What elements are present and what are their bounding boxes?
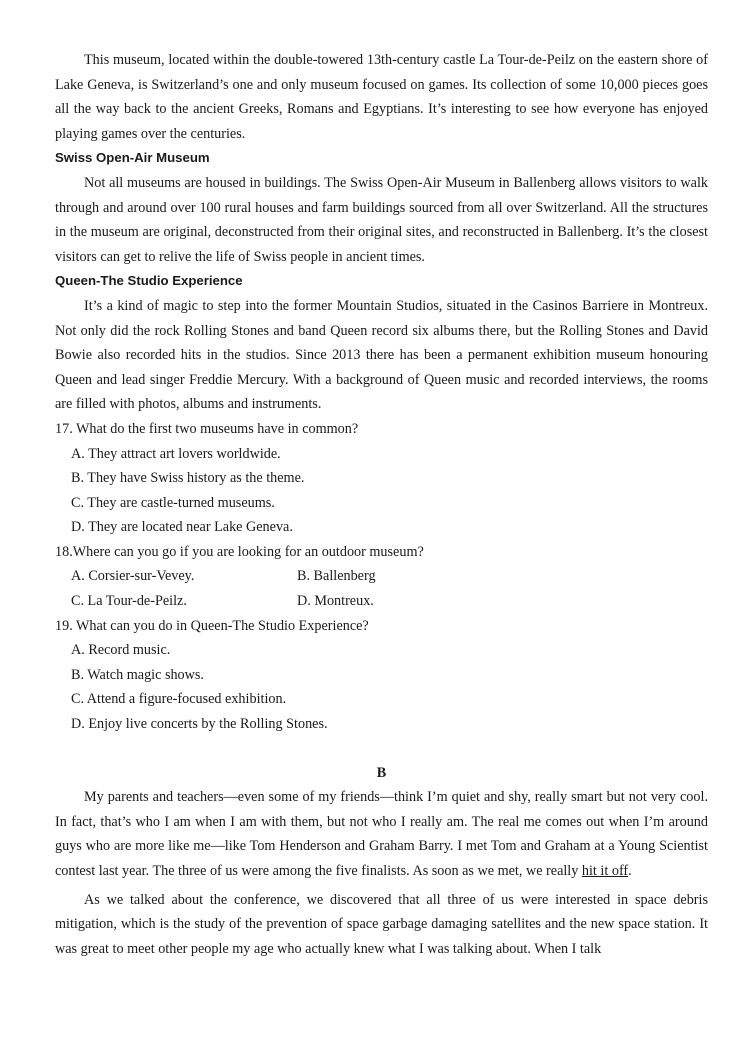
question-17: 17. What do the first two museums have in common? (55, 420, 359, 437)
question-19: 19. What can you do in Queen-The Studio Experience? (55, 617, 369, 634)
q18-option-b: B. Ballenberg (297, 568, 376, 585)
q19-option-d: D. Enjoy live concerts by the Rolling Stones. (71, 716, 328, 733)
section-b-paragraph-1 (55, 785, 708, 883)
section-b-paragraph-2: As we talked about the conference, we discovered that all three of us were interested in space debris mitigation, which is the study of the prevention of space garbage damaging satellites and the new space station. It was great to meet other people my age who actually knew what I was talking about. When I talk (55, 891, 708, 957)
q19-option-b: B. Watch magic shows. (71, 666, 204, 683)
paragraph-1-end: . (628, 863, 632, 879)
open-air-heading: Swiss Open-Air Museum (55, 150, 210, 166)
q18-options-row-1 (55, 564, 708, 589)
q17-option-b: B. They have Swiss history as the theme. (71, 470, 305, 487)
q18-options-row-2 (55, 589, 708, 614)
question-18: 18.Where can you go if you are looking for an outdoor museum? (55, 543, 424, 560)
queen-heading: Queen-The Studio Experience (55, 273, 243, 289)
museum-games-paragraph: This museum, located within the double-towered 13th-century castle La Tour-de-Peilz on the eastern shore of Lake Geneva, is Switzerland’s one and only museum focused on games. Its collection of some 10,000 pieces goes all the way back to the ancient Greeks, Romans and Egyptians. It’s interesting to see how everyone has enjoyed playing games over the centuries. (55, 52, 708, 142)
q17-option-c: C. They are castle-turned museums. (71, 494, 275, 511)
q18-option-d: D. Montreux. (297, 593, 374, 610)
q18-option-a: A. Corsier-sur-Vevey. (71, 568, 195, 585)
q17-option-a: A. They attract art lovers worldwide. (71, 445, 281, 462)
q17-option-d: D. They are located near Lake Geneva. (71, 519, 293, 536)
queen-paragraph: It’s a kind of magic to step into the former Mountain Studios, situated in the Casinos Barriere in Montreux. Not only did the rock Rolling Stones and band Queen record six albums there, but the Rolling Stones and David Bowie also recorded hits in the studios. Since 2013 there has been a permanent exhibition museum honouring Queen and lead singer Freddie Mercury. With a background of Queen music and recorded interviews, the rooms are filled with photos, albums and instruments. (55, 297, 708, 413)
paragraph-1-text: My parents and teachers—even some of my friends—think I’m quiet and shy, really smart but not very cool. In fact, that’s who I am when I am with them, but not who I really am. The real me comes out when I’m around guys who are more like me—like Tom Henderson and Graham Barry. I met Tom and Graham at a Young Scientist contest last year. The three of us were among the five finalists. As soon as we met, we really (55, 789, 708, 879)
q19-option-c: C. Attend a figure-focused exhibition. (71, 691, 287, 708)
q18-option-c: C. La Tour-de-Peilz. (71, 593, 187, 610)
underlined-phrase: hit it off (581, 863, 629, 879)
section-b-title: B (376, 764, 387, 781)
open-air-paragraph: Not all museums are housed in buildings. The Swiss Open-Air Museum in Ballenberg allows visitors to walk through and around over 100 rural houses and farm buildings sourced from all over Switzerland. All the structures in the museum are original, deconstructed from their original sites, and reconstructed in Ballenberg. It’s the closest visitors can get to relive the life of Swiss people in ancient times. (55, 174, 708, 265)
q19-option-a: A. Record music. (71, 642, 171, 659)
